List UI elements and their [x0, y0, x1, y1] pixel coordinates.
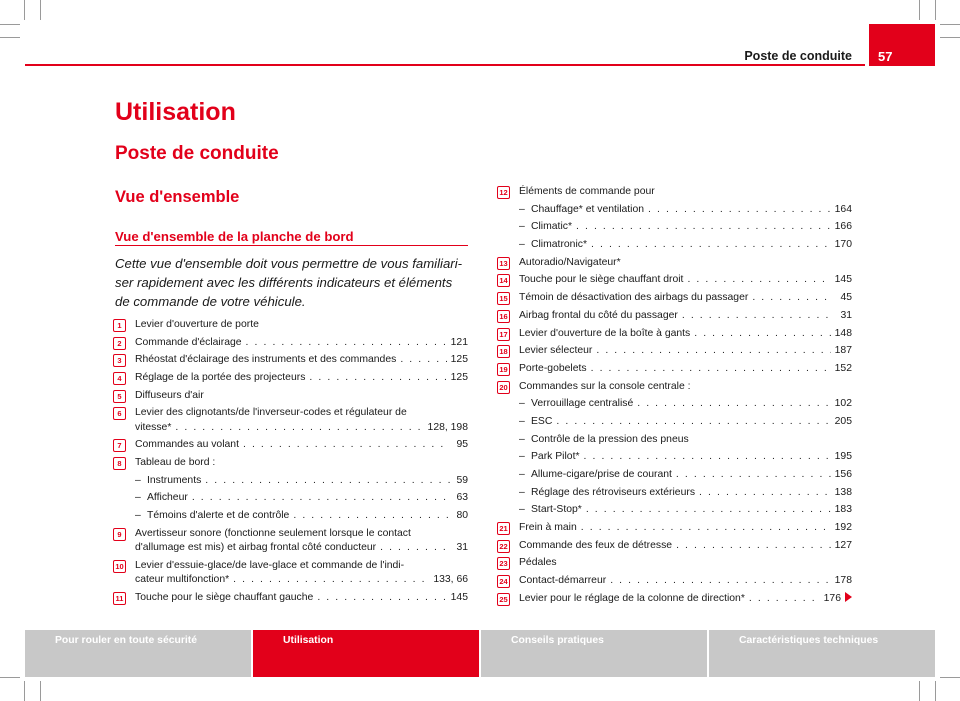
list-item — [113, 353, 468, 367]
item-number-badge: 16 — [497, 310, 510, 323]
entry-line — [531, 415, 852, 429]
list-item — [497, 309, 852, 323]
dot-leader — [591, 238, 831, 252]
dot-leader — [243, 438, 450, 452]
entry-text: Climatronic* — [531, 239, 588, 251]
entry-text: Instruments — [147, 474, 202, 486]
page-reference: 192 — [834, 522, 852, 534]
crop-mark — [940, 37, 960, 38]
sub-item — [135, 491, 468, 505]
dot-leader — [584, 450, 831, 464]
continued-arrow-icon — [845, 592, 852, 602]
entry-line — [519, 539, 852, 553]
item-list-right — [497, 185, 852, 610]
page-reference: 125 — [450, 372, 468, 384]
page-reference: 121 — [450, 336, 468, 348]
item-number-badge: 12 — [497, 186, 510, 199]
page-reference: 125 — [450, 354, 468, 366]
page-reference: 128, 198 — [427, 421, 468, 433]
dash-bullet: – — [519, 486, 525, 498]
sub-item — [519, 203, 852, 217]
entry-line — [519, 185, 852, 199]
list-item — [497, 574, 852, 588]
entry-text: Levier des clignotants/de l'inverseur-codes et régulateur de — [135, 407, 407, 419]
item-number-badge: 3 — [113, 354, 126, 367]
chapter-tab[interactable]: Caractéristiques techniques — [709, 630, 935, 677]
sub-item — [519, 486, 852, 500]
entry-line — [135, 318, 468, 332]
item-number-badge: 14 — [497, 274, 510, 287]
entry-line — [135, 421, 468, 435]
dot-leader — [192, 491, 450, 505]
item-number-badge: 11 — [113, 592, 126, 605]
page-reference: 80 — [456, 510, 468, 522]
subsubsection-heading: Vue d'ensemble de la planche de bord — [115, 229, 354, 244]
sub-item — [519, 468, 852, 482]
entry-text: Autoradio/Navigateur* — [519, 256, 621, 268]
sub-item — [519, 433, 852, 447]
entry-text: Levier sélecteur — [519, 345, 593, 357]
list-item — [113, 591, 468, 605]
entry-text: Start-Stop* — [531, 504, 582, 516]
entry-line — [147, 491, 468, 505]
entry-text: Éléments de commande pour — [519, 186, 655, 197]
entry-line — [519, 256, 852, 270]
item-number-badge: 1 — [113, 319, 126, 332]
dot-leader — [699, 486, 831, 500]
sub-item — [519, 415, 852, 429]
entry-line — [147, 509, 468, 523]
entry-text: Commande d'éclairage — [135, 336, 242, 348]
entry-line — [519, 380, 852, 394]
heading-rule — [115, 245, 468, 246]
entry-text: Commande des feux de détresse — [519, 539, 673, 551]
list-item — [497, 327, 852, 341]
entry-line — [135, 389, 468, 403]
item-number-badge: 17 — [497, 328, 510, 341]
dash-bullet: – — [135, 510, 141, 522]
header-rule — [25, 64, 865, 66]
entry-text: cateur multifonction* — [135, 574, 230, 586]
entry-text: Réglage des rétroviseurs extérieurs — [531, 486, 696, 498]
page-reference: 145 — [450, 591, 468, 603]
page-reference: 102 — [834, 398, 852, 410]
page-number: 57 — [869, 24, 935, 66]
chapter-tabs — [25, 630, 935, 677]
page-reference: 170 — [834, 239, 852, 251]
page-reference: 145 — [834, 274, 852, 286]
crop-mark — [935, 0, 936, 20]
list-item — [497, 273, 852, 287]
entry-line — [519, 362, 852, 376]
list-item — [497, 592, 852, 606]
entry-text: Levier pour le réglage de la colonne de direction* — [519, 592, 745, 604]
list-item — [113, 456, 468, 523]
item-number-badge: 19 — [497, 363, 510, 376]
entry-text: ESC — [531, 415, 553, 427]
page-reference: 95 — [456, 439, 468, 451]
dot-leader — [309, 371, 446, 385]
dash-bullet: – — [519, 203, 525, 215]
dot-leader — [676, 539, 831, 553]
list-item — [497, 539, 852, 553]
page-reference: 45 — [840, 292, 852, 304]
dash-bullet: – — [519, 469, 525, 480]
dot-leader — [682, 309, 834, 323]
list-item — [497, 256, 852, 270]
list-item — [497, 185, 852, 252]
page-reference: 152 — [834, 362, 852, 374]
dot-leader — [694, 327, 830, 341]
item-number-badge: 10 — [113, 560, 126, 573]
dash-bullet: – — [519, 451, 525, 463]
entry-text: Afficheur — [147, 492, 188, 504]
entry-text: Rhéostat d'éclairage des instruments et des commandes — [135, 354, 397, 366]
crop-mark — [940, 677, 960, 678]
entry-text: d'allumage est mis) et airbag frontal côté conducteur — [135, 542, 377, 554]
list-item — [113, 336, 468, 350]
dot-leader — [581, 521, 831, 535]
item-number-badge: 18 — [497, 345, 510, 358]
dash-bullet: – — [519, 415, 525, 427]
entry-line — [519, 574, 852, 588]
entry-line — [135, 591, 468, 605]
dot-leader — [246, 336, 447, 350]
page-reference: 195 — [834, 451, 852, 463]
crop-mark — [935, 681, 936, 701]
entry-text: Touche pour le siège chauffant gauche — [135, 591, 314, 603]
entry-line — [531, 433, 852, 447]
page-reference: 148 — [834, 327, 852, 339]
item-number-badge: 23 — [497, 557, 510, 570]
item-number-badge: 6 — [113, 407, 126, 420]
item-number-badge: 2 — [113, 337, 126, 350]
dot-leader — [752, 291, 834, 305]
entry-text: Réglage de la portée des projecteurs — [135, 372, 306, 384]
list-item — [497, 380, 852, 518]
dot-leader — [400, 353, 446, 367]
entry-text: Allume-cigare/prise de courant — [531, 469, 672, 480]
dot-leader — [591, 362, 831, 376]
entry-line — [519, 521, 852, 535]
dot-leader — [676, 468, 831, 482]
list-item — [113, 406, 468, 435]
subsection-heading: Vue d'ensemble — [115, 188, 240, 206]
entry-line — [519, 344, 852, 358]
entry-text: Diffuseurs d'air — [135, 389, 204, 401]
dot-leader — [380, 541, 450, 555]
entry-line — [519, 273, 852, 287]
entry-line — [519, 309, 852, 323]
crop-mark — [940, 24, 960, 25]
entry-line — [519, 291, 852, 305]
entry-text: Frein à main — [519, 522, 577, 534]
page-reference: 176 — [824, 592, 852, 606]
item-number-badge: 4 — [113, 372, 126, 385]
entry-line — [531, 203, 852, 217]
crop-mark — [24, 0, 25, 20]
list-item — [113, 389, 468, 403]
entry-line — [531, 397, 852, 411]
sub-item — [519, 397, 852, 411]
page-reference: 187 — [834, 345, 852, 357]
item-number-badge: 15 — [497, 292, 510, 305]
dot-leader — [648, 203, 831, 217]
crop-mark — [24, 681, 25, 701]
item-number-badge: 8 — [113, 457, 126, 470]
item-list-left — [113, 318, 468, 609]
entry-text: Tableau de bord : — [135, 457, 216, 469]
entry-line — [531, 220, 852, 234]
entry-text: Levier d'ouverture de porte — [135, 319, 259, 330]
dot-leader — [687, 273, 830, 287]
sub-item — [135, 474, 468, 488]
sub-item — [519, 450, 852, 464]
entry-text: Témoin de désactivation des airbags du passager — [519, 292, 749, 304]
dash-bullet: – — [135, 474, 141, 486]
chapter-tab[interactable]: Conseils pratiques — [481, 630, 707, 677]
entry-line — [531, 503, 852, 517]
page-reference: 133, 66 — [433, 574, 468, 586]
item-number-badge: 5 — [113, 390, 126, 403]
list-item — [497, 344, 852, 358]
list-item — [497, 556, 852, 570]
entry-text: Touche pour le siège chauffant droit — [519, 274, 684, 286]
entry-text: Climatic* — [531, 221, 572, 233]
entry-text: Porte-gobelets — [519, 362, 587, 374]
item-number-badge: 21 — [497, 522, 510, 535]
entry-text: Airbag frontal du côté du passager — [519, 309, 678, 321]
page-reference: 138 — [834, 486, 852, 498]
entry-line — [135, 336, 468, 350]
page-reference: 59 — [456, 474, 468, 486]
entry-text: Levier d'ouverture de la boîte à gants — [519, 327, 691, 339]
entry-line — [531, 468, 852, 482]
entry-text: Contact-démarreur — [519, 575, 607, 587]
dash-bullet: – — [519, 239, 525, 251]
intro-paragraph: Cette vue d'ensemble doit vous permettre de vous familiariser rapidement avec les différents indicateurs et éléments de commande de votre véhicule. — [115, 256, 463, 309]
sub-item — [135, 509, 468, 523]
chapter-tab[interactable]: Pour rouler en toute sécurité — [25, 630, 251, 677]
entry-line — [531, 450, 852, 464]
page-reference: 205 — [834, 415, 852, 427]
entry-text: Commandes sur la console centrale : — [519, 380, 691, 392]
page-reference: 156 — [834, 469, 852, 480]
item-number-badge: 9 — [113, 528, 126, 541]
page-reference: 164 — [834, 203, 852, 215]
entry-line — [519, 327, 852, 341]
entry-line — [135, 371, 468, 385]
entry-line — [531, 238, 852, 252]
dot-leader — [293, 509, 450, 523]
dot-leader — [576, 220, 831, 234]
list-item — [497, 291, 852, 305]
entry-text: Verrouillage centralisé — [531, 398, 634, 410]
entry-line — [519, 592, 852, 606]
crop-mark — [40, 681, 41, 701]
item-number-badge: 20 — [497, 381, 510, 394]
dash-bullet: – — [519, 398, 525, 410]
page-reference: 183 — [834, 504, 852, 516]
dash-bullet: – — [519, 433, 525, 445]
item-number-badge: 7 — [113, 439, 126, 452]
list-item — [497, 362, 852, 376]
page-reference: 63 — [456, 492, 468, 504]
entry-line — [147, 474, 468, 488]
page-reference: 31 — [456, 542, 468, 554]
list-item — [113, 438, 468, 452]
entry-text: vitesse* — [135, 421, 172, 433]
dash-bullet: – — [135, 492, 141, 504]
running-header-title: Poste de conduite — [744, 49, 852, 63]
entry-line — [135, 353, 468, 367]
entry-text: Contrôle de la pression des pneus — [531, 433, 689, 445]
list-item — [113, 559, 468, 588]
chapter-tab[interactable]: Utilisation — [253, 630, 479, 677]
crop-mark — [40, 0, 41, 20]
dash-bullet: – — [519, 504, 525, 516]
item-number-badge: 25 — [497, 593, 510, 606]
chapter-heading: Utilisation — [115, 98, 236, 126]
list-item — [497, 521, 852, 535]
entry-text: Témoins d'alerte et de contrôle — [147, 510, 290, 522]
dash-bullet: – — [519, 221, 525, 233]
crop-mark — [919, 681, 920, 701]
page-reference: 127 — [834, 539, 852, 551]
dot-leader — [175, 421, 423, 435]
crop-mark — [919, 0, 920, 20]
entry-text: Avertisseur sonore (fonctionne seulement lorsque le contact — [135, 527, 411, 539]
entry-text: Park Pilot* — [531, 451, 580, 463]
page-reference: 31 — [840, 309, 852, 321]
entry-line — [135, 573, 468, 587]
page-reference: 166 — [834, 221, 852, 233]
sub-item — [519, 220, 852, 234]
page-reference: 178 — [834, 575, 852, 587]
section-heading: Poste de conduite — [115, 143, 279, 164]
entry-line — [135, 438, 468, 452]
dot-leader — [596, 344, 830, 358]
crop-mark — [0, 37, 20, 38]
sub-item — [519, 503, 852, 517]
entry-text: Levier d'essuie-glace/de lave-glace et commande de l'indi- — [135, 559, 405, 571]
sub-item — [519, 238, 852, 252]
dot-leader — [205, 474, 450, 488]
dot-leader — [556, 415, 830, 429]
dot-leader — [233, 573, 429, 587]
item-number-badge: 13 — [497, 257, 510, 270]
entry-line — [135, 456, 468, 470]
dot-leader — [637, 397, 830, 411]
dot-leader — [586, 503, 831, 517]
item-number-badge: 22 — [497, 540, 510, 553]
item-number-badge: 24 — [497, 575, 510, 588]
dot-leader — [317, 591, 446, 605]
entry-line — [531, 486, 852, 500]
dot-leader — [749, 592, 820, 606]
crop-mark — [0, 24, 20, 25]
entry-text: Chauffage* et ventilation — [531, 203, 645, 215]
entry-text: Commandes au volant — [135, 439, 239, 451]
entry-line — [135, 541, 468, 555]
list-item — [113, 371, 468, 385]
entry-text: Pédales — [519, 557, 557, 569]
dot-leader — [610, 574, 830, 588]
list-item — [113, 318, 468, 332]
list-item — [113, 527, 468, 556]
entry-line — [519, 556, 852, 570]
crop-mark — [0, 677, 20, 678]
